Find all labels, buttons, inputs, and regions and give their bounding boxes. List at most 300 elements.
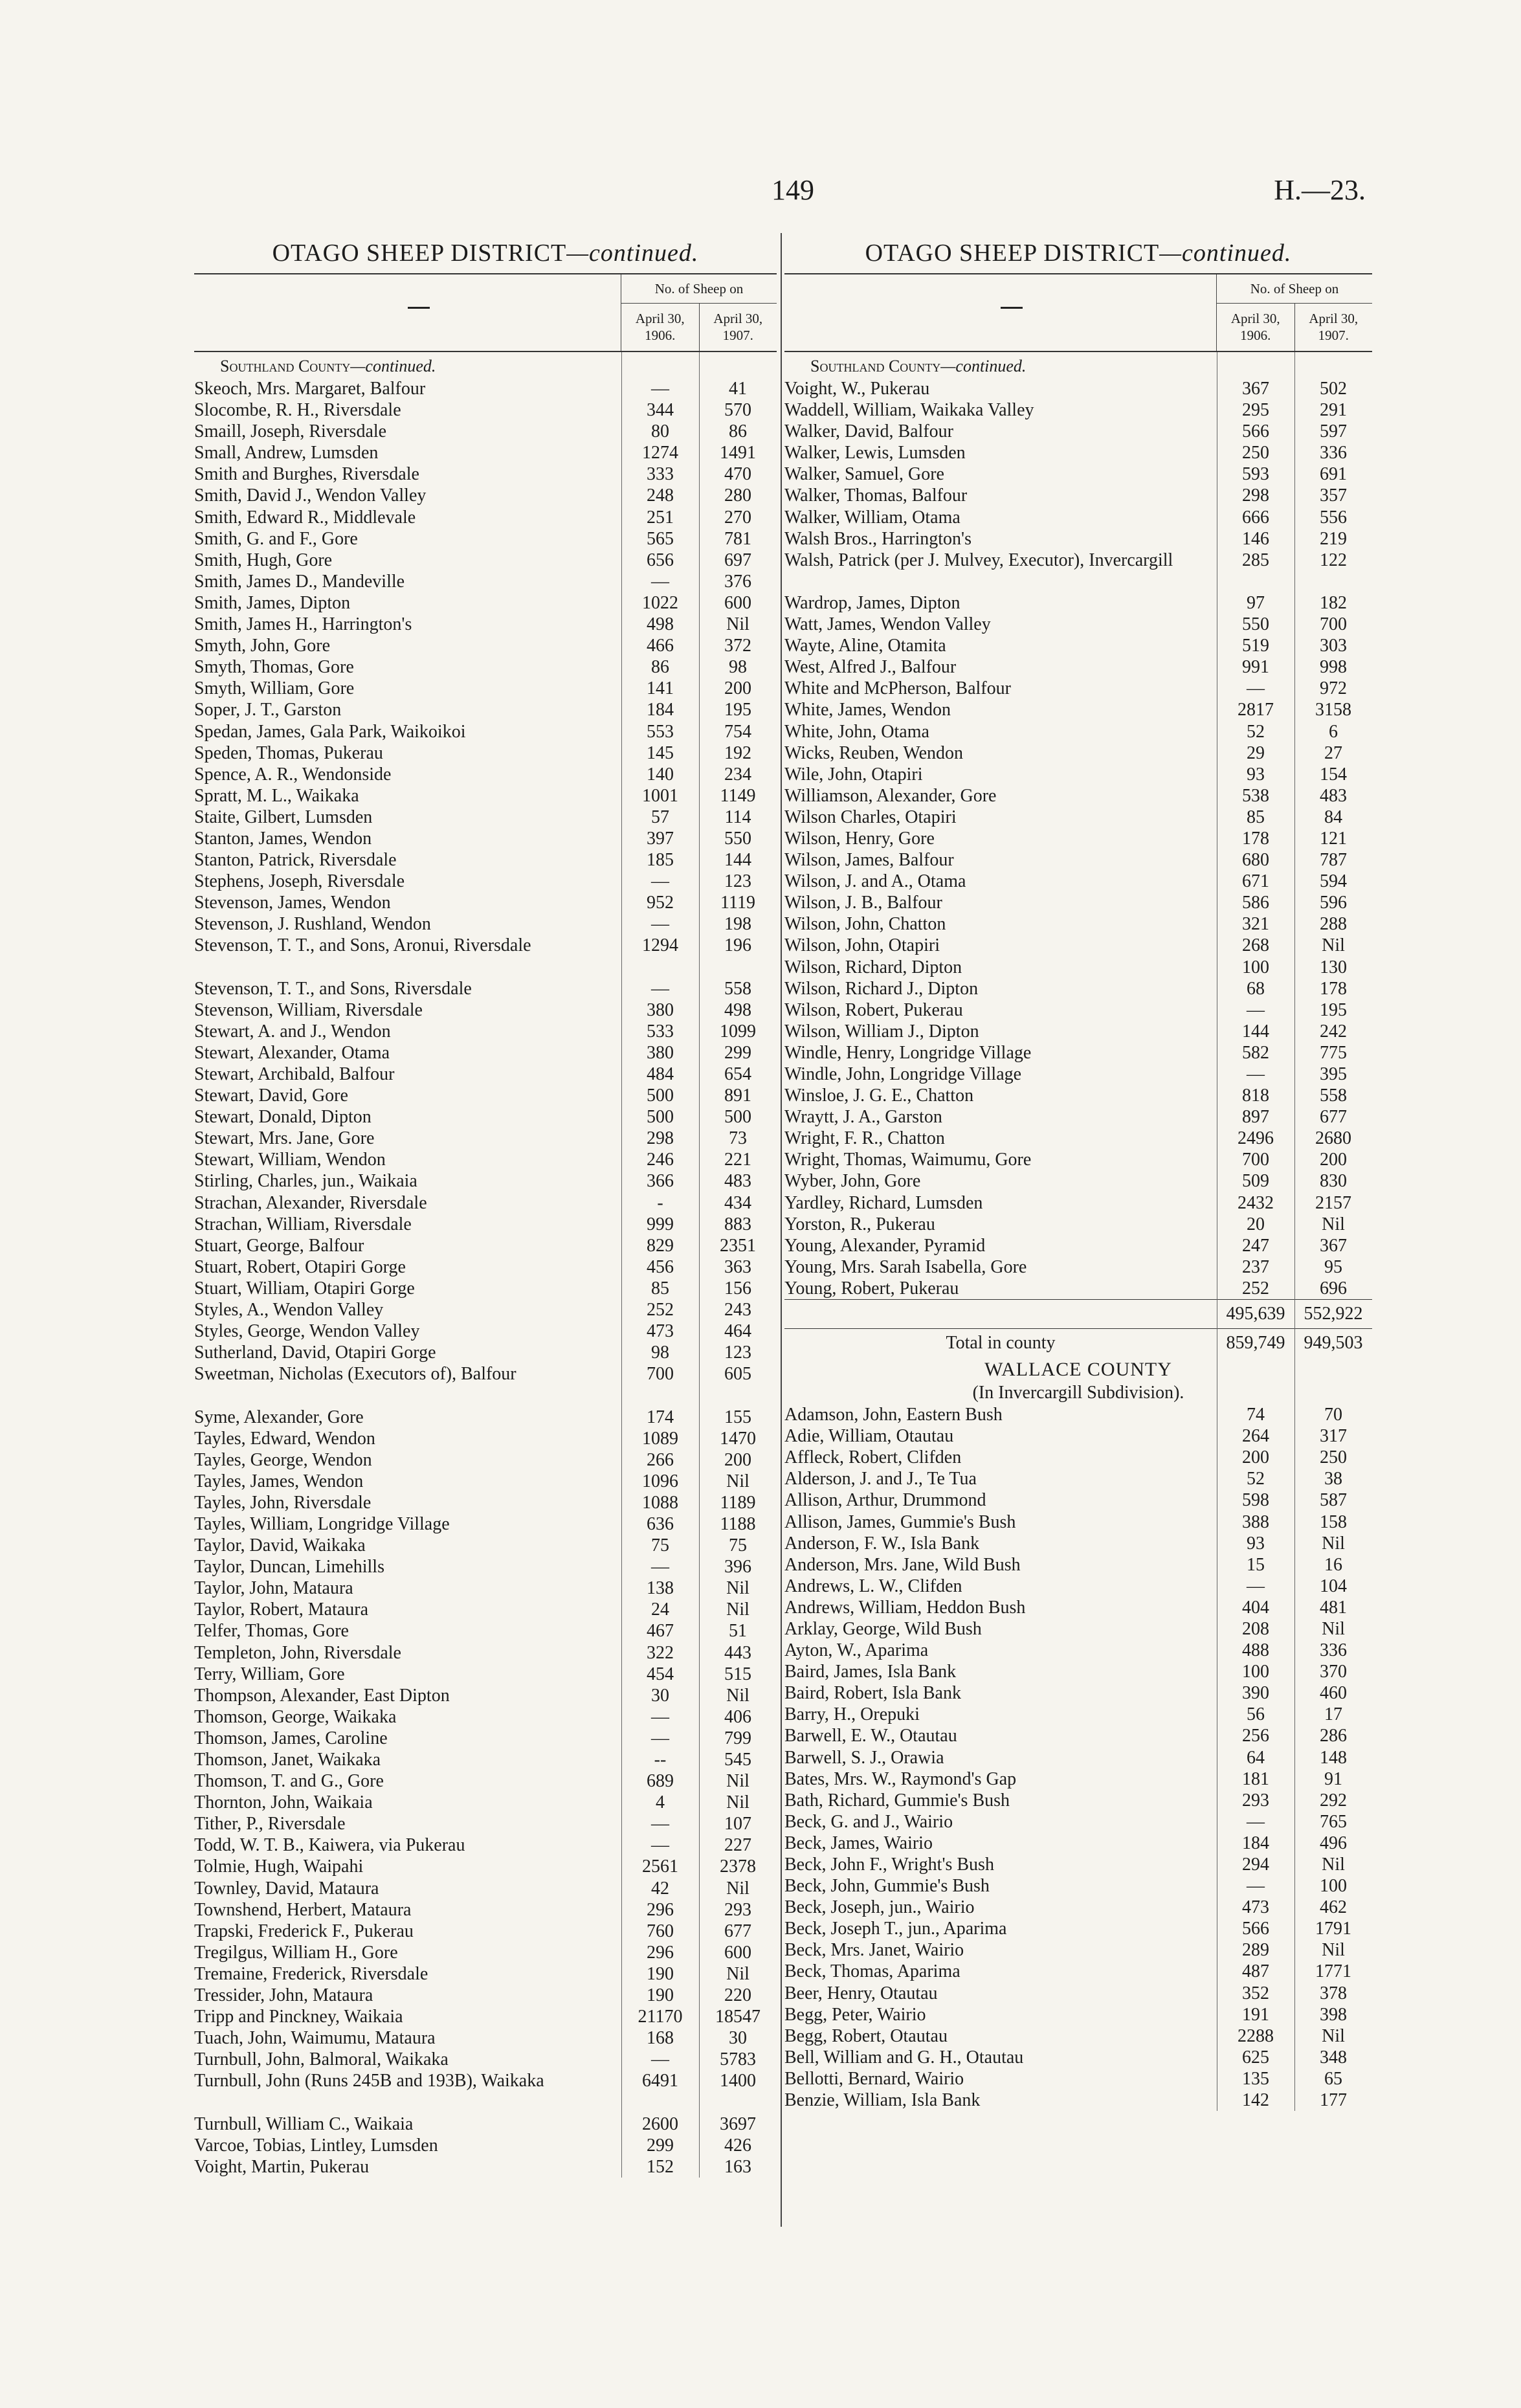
- sheep-1906: 760: [647, 1921, 674, 1941]
- table-row: [784, 399, 1372, 421]
- sheep-1906: 1088: [642, 1492, 678, 1513]
- sheep-1907: 73: [729, 1128, 747, 1149]
- table-row: [784, 1021, 1372, 1042]
- owner-name: Stuart, Robert, Otapiri Gorge: [194, 1256, 406, 1277]
- sheep-1906: 404: [1242, 1597, 1269, 1618]
- owner-name: Anderson, F. W., Isla Bank: [784, 1533, 980, 1554]
- sheep-1906: 566: [1242, 421, 1269, 442]
- table-row: [784, 1576, 1372, 1597]
- sheep-1907: 280: [724, 485, 751, 506]
- table-row: [784, 785, 1372, 807]
- sheep-1906: 1089: [642, 1428, 678, 1449]
- sheep-1906: 299: [647, 2135, 674, 2156]
- table-row: [194, 1021, 777, 1042]
- table-row: [194, 1878, 777, 1899]
- owner-name: Wyber, John, Gore: [784, 1171, 921, 1192]
- table-row: [784, 1875, 1372, 1897]
- sheep-1906: —: [1247, 1876, 1265, 1897]
- header-1907: April 30, 1907.: [699, 304, 777, 351]
- sheep-1906: 550: [1242, 614, 1269, 635]
- owner-name: Thomson, James, Caroline: [194, 1728, 388, 1748]
- owner-name: Wright, F. R., Chatton: [784, 1128, 945, 1149]
- owner-name: Townley, David, Mataura: [194, 1878, 379, 1899]
- sheep-1906: 566: [1242, 1919, 1269, 1939]
- sheep-1906: 509: [1242, 1171, 1269, 1192]
- owner-name: Allison, James, Gummie's Bush: [784, 1511, 1016, 1532]
- sheep-1906: 100: [1242, 1662, 1269, 1682]
- owner-name: Walker, Thomas, Balfour: [784, 485, 968, 506]
- owner-name: Wilson Charles, Otapiri: [784, 807, 957, 827]
- sheep-1907: Nil: [726, 614, 749, 635]
- sheep-1907: 98: [729, 657, 747, 678]
- sheep-1907: 200: [1320, 1150, 1347, 1170]
- table-row: [784, 764, 1372, 785]
- sheep-1906: 68: [1247, 978, 1265, 999]
- owner-name: Benzie, William, Isla Bank: [784, 2090, 981, 2111]
- sheep-1906: 178: [1242, 828, 1269, 849]
- owner-name: Stevenson, T. T., and Sons, Aronui, Riversdale: [194, 935, 531, 956]
- sheep-1906: 85: [1247, 807, 1265, 827]
- table-row: [784, 2068, 1372, 2090]
- table-row: [194, 1170, 777, 1192]
- owner-name: Bell, William and G. H., Otautau: [784, 2047, 1024, 2068]
- table-row: [784, 1064, 1372, 1085]
- owner-name: Smyth, William, Gore: [194, 678, 355, 699]
- table-row: [784, 1128, 1372, 1149]
- sheep-1907: 500: [724, 1107, 751, 1128]
- sheep-1907: 697: [724, 550, 751, 570]
- owner-name: Smith, G. and F., Gore: [194, 528, 358, 549]
- sheep-1906: 952: [647, 893, 674, 913]
- header-1906: April 30, 1906.: [1230, 311, 1280, 343]
- table-row: [194, 1577, 777, 1599]
- sheep-1907: 219: [1320, 528, 1347, 549]
- sheep-1906: 2496: [1238, 1128, 1274, 1149]
- owner-name: Young, Alexander, Pyramid: [784, 1235, 986, 1256]
- owner-name: Bates, Mrs. W., Raymond's Gap: [784, 1768, 1017, 1789]
- owner-name: Walker, Lewis, Lumsden: [784, 443, 966, 463]
- sheep-1906: 487: [1242, 1961, 1269, 1982]
- table-row: [194, 463, 777, 485]
- sheep-1907: 891: [724, 1086, 751, 1106]
- owner-name: Telfer, Thomas, Gore: [194, 1621, 349, 1642]
- sheep-1906: —: [651, 871, 669, 892]
- sheep-1906: 289: [1242, 1940, 1269, 1961]
- sheep-1906: —: [651, 2049, 669, 2070]
- sheep-1907: 75: [729, 1535, 747, 1556]
- sheep-1907: 291: [1320, 400, 1347, 421]
- owner-name: Voight, W., Pukerau: [784, 379, 930, 399]
- owner-name: Ayton, W., Aparima: [784, 1640, 929, 1661]
- sheep-1907: 163: [724, 2156, 751, 2177]
- owner-name: Alderson, J. and J., Te Tua: [784, 1469, 977, 1489]
- sheep-1906: 135: [1242, 2068, 1269, 2089]
- sheep-1906: 2432: [1238, 1192, 1274, 1213]
- sheep-1907: 700: [1320, 614, 1347, 635]
- sheep-1907: 1470: [720, 1428, 756, 1449]
- table-row: [784, 807, 1372, 828]
- sheep-1906: 2817: [1238, 700, 1274, 720]
- table-row: [784, 656, 1372, 678]
- owner-name: Thompson, Alexander, East Dipton: [194, 1685, 450, 1706]
- table-row: [194, 1321, 777, 1342]
- owner-name: Allison, Arthur, Drummond: [784, 1490, 986, 1511]
- sheep-1906: 64: [1247, 1747, 1265, 1768]
- table-row: [194, 1642, 777, 1664]
- table-row: [784, 828, 1372, 849]
- sheep-1906: 174: [647, 1407, 674, 1427]
- sheep-1907: 221: [724, 1150, 751, 1170]
- table-row: [784, 957, 1372, 978]
- sheep-1907: 18547: [715, 2007, 760, 2027]
- sheep-1906: 152: [647, 2156, 674, 2177]
- owner-name: Townshend, Herbert, Mataura: [194, 1899, 412, 1920]
- owner-name: Tripp and Pinckney, Waikaia: [194, 2007, 403, 2027]
- sheep-1906: 367: [1242, 379, 1269, 399]
- owner-name: Watt, James, Wendon Valley: [784, 614, 991, 635]
- total-row: [784, 1328, 1372, 1357]
- sheep-1907: 502: [1320, 379, 1347, 399]
- sheep-1906: 20: [1247, 1214, 1265, 1234]
- sheep-1907: 250: [1320, 1447, 1347, 1468]
- sheep-1906: 538: [1242, 785, 1269, 806]
- table-row: [784, 2090, 1372, 2111]
- sheep-1907: 558: [724, 978, 751, 999]
- page-number: 149: [772, 174, 814, 206]
- owner-name: Williamson, Alexander, Gore: [784, 785, 997, 806]
- table-row: [784, 1278, 1372, 1299]
- sheep-1907: 195: [1320, 999, 1347, 1020]
- sheep-1907: 177: [1320, 2090, 1347, 2111]
- owner-name: Begg, Robert, Otautau: [784, 2025, 948, 2046]
- owner-name: Syme, Alexander, Gore: [194, 1407, 364, 1427]
- table-row: [194, 1706, 777, 1728]
- table-row: [194, 1342, 777, 1363]
- sheep-1907: 317: [1320, 1426, 1347, 1447]
- table-row: [784, 1918, 1372, 1939]
- owner-name: Wilson, J. B., Balfour: [784, 893, 942, 913]
- sheep-1907: 3697: [720, 2113, 756, 2134]
- sheep-1906: 484: [647, 1064, 674, 1084]
- owner-name: Varcoe, Tobias, Lintley, Lumsden: [194, 2135, 438, 2156]
- owner-name: Young, Mrs. Sarah Isabella, Gore: [784, 1256, 1027, 1277]
- sheep-1907: 398: [1320, 2004, 1347, 2025]
- table-row: [194, 1899, 777, 1921]
- sheep-1906: 190: [647, 1963, 674, 1984]
- sheep-1906: 298: [647, 1128, 674, 1149]
- table-row: [784, 721, 1372, 742]
- table-row: [784, 485, 1372, 506]
- sheep-1906: 1274: [642, 443, 678, 463]
- table-row: [194, 721, 777, 742]
- sheep-1906: 250: [1242, 443, 1269, 463]
- owner-name: Stewart, Alexander, Otama: [194, 1042, 390, 1063]
- owner-name: Tayles, James, Wendon: [194, 1471, 364, 1491]
- owner-name: Wilson, John, Otapiri: [784, 935, 940, 956]
- owner-name: Barwell, S. J., Orawia: [784, 1747, 944, 1768]
- sheep-1906: 247: [1242, 1235, 1269, 1256]
- owner-name: Spence, A. R., Wendonside: [194, 764, 392, 785]
- table-row: [194, 978, 777, 999]
- total-1907: 949,503: [1304, 1333, 1363, 1354]
- table-row: [784, 2025, 1372, 2047]
- sheep-1906: 184: [647, 700, 674, 720]
- sheep-1907: 299: [724, 1042, 751, 1063]
- sheep-1907: 600: [724, 1942, 751, 1963]
- owner-name: White, John, Otama: [784, 721, 929, 742]
- sheep-1906: 454: [647, 1664, 674, 1684]
- owner-name: Smith, James D., Mandeville: [194, 571, 405, 592]
- sheep-1907: 84: [1324, 807, 1342, 827]
- sheep-1907: 406: [724, 1706, 751, 1727]
- sheep-1906: 829: [647, 1235, 674, 1256]
- sheep-1907: 1491: [720, 443, 756, 463]
- table-row: [194, 849, 777, 871]
- sheep-1907: 348: [1320, 2047, 1347, 2068]
- sheep-1906: 21170: [638, 2007, 683, 2027]
- owner-name: Anderson, Mrs. Jane, Wild Bush: [784, 1554, 1021, 1575]
- owner-name: Barry, H., Orepuki: [784, 1704, 920, 1725]
- owner-name: Stewart, Mrs. Jane, Gore: [194, 1128, 375, 1149]
- sheep-1907: Nil: [726, 1771, 749, 1792]
- owner-name: Beck, Mrs. Janet, Wairio: [784, 1940, 964, 1961]
- sheep-1907: 462: [1320, 1897, 1347, 1918]
- sheep-1907: 594: [1320, 871, 1347, 892]
- sheep-1906: —: [1247, 999, 1265, 1020]
- sheep-1907: 460: [1320, 1683, 1347, 1704]
- section-title: OTAGO SHEEP DISTRICT—continued.: [272, 240, 699, 267]
- county-heading: WALLACE COUNTY: [984, 1359, 1172, 1381]
- total-label: Total in county: [946, 1333, 1056, 1354]
- table-row: [194, 550, 777, 571]
- table-header: [784, 273, 1372, 352]
- sheep-1906: 42: [651, 1878, 669, 1899]
- sheep-1906: 29: [1247, 742, 1265, 763]
- owner-name: Tregilgus, William H., Gore: [194, 1942, 398, 1963]
- sheep-1907: 2157: [1315, 1192, 1351, 1213]
- document-code: H.—23.: [1274, 174, 1366, 206]
- owner-name: Stanton, Patrick, Riversdale: [194, 850, 397, 871]
- sheep-1906: 456: [647, 1256, 674, 1277]
- sheep-1906: 185: [647, 850, 674, 871]
- table-row: [784, 2004, 1372, 2025]
- owner-name: Tayles, John, Riversdale: [194, 1492, 372, 1513]
- sheep-1907: 376: [724, 571, 751, 592]
- sheep-1907: 357: [1320, 485, 1347, 506]
- owner-name: Winsloe, J. G. E., Chatton: [784, 1086, 974, 1106]
- header-no-of-sheep: No. of Sheep on: [1217, 274, 1372, 304]
- sheep-1907: 1791: [1315, 1919, 1351, 1939]
- sheep-1906: 366: [647, 1171, 674, 1192]
- table-row: [784, 1704, 1372, 1725]
- owner-name: Stanton, James, Wendon: [194, 828, 372, 849]
- sheep-1906: —: [651, 1706, 669, 1727]
- county-subheading: Southland County—continued.: [810, 357, 1027, 375]
- sheep-1907: 95: [1324, 1256, 1342, 1277]
- sheep-1907: 220: [724, 1985, 751, 2006]
- table-row: [784, 635, 1372, 656]
- owner-name: Terry, William, Gore: [194, 1664, 345, 1684]
- sheep-1906: 1096: [642, 1471, 678, 1491]
- owner-name: Wilson, Henry, Gore: [784, 828, 935, 849]
- sheep-1906: —: [651, 1814, 669, 1834]
- table-row: [194, 785, 777, 807]
- subtotal-1906: 495,639: [1226, 1304, 1285, 1324]
- sheep-1907: 292: [1320, 1790, 1347, 1811]
- owner-name: Turnbull, John (Runs 245B and 193B), Waikaka: [194, 2071, 544, 2091]
- table-row: [194, 399, 777, 421]
- sheep-1907: Nil: [1322, 1940, 1345, 1961]
- table-row: [784, 592, 1372, 614]
- sheep-1907: 515: [724, 1664, 751, 1684]
- sheep-1906: 2600: [642, 2113, 678, 2134]
- sheep-1907: Nil: [726, 1685, 749, 1706]
- owner-name: Todd, W. T. B., Kaiwera, via Pukerau: [194, 1835, 465, 1856]
- sheep-1906: -: [657, 1192, 663, 1213]
- sheep-1906: 582: [1242, 1042, 1269, 1063]
- owner-name: Wile, John, Otapiri: [784, 764, 923, 785]
- sheep-1906: 519: [1242, 636, 1269, 656]
- sheep-1906: 30: [651, 1685, 669, 1706]
- sheep-1906: 321: [1242, 914, 1269, 935]
- sheep-1907: 65: [1324, 2068, 1342, 2089]
- sheep-1906: 256: [1242, 1726, 1269, 1746]
- sheep-1907: 3158: [1315, 700, 1351, 720]
- table-row: [194, 614, 777, 635]
- table-row: [784, 378, 1372, 399]
- table-row: [194, 2135, 777, 2156]
- header-1906: April 30, 1906.: [635, 311, 685, 343]
- sheep-1906: 500: [647, 1107, 674, 1128]
- sheep-1907: 178: [1320, 978, 1347, 999]
- sheep-1906: 296: [647, 1942, 674, 1963]
- owner-name: Beck, John, Gummie's Bush: [784, 1876, 990, 1897]
- sheep-1906: 999: [647, 1214, 674, 1234]
- table-row: [784, 1214, 1372, 1235]
- sheep-1907: 234: [724, 764, 751, 785]
- sheep-1906: 140: [647, 764, 674, 785]
- table-row: [194, 764, 777, 785]
- sheep-1906: 268: [1242, 935, 1269, 956]
- table-row: [194, 1214, 777, 1235]
- sheep-1906: 380: [647, 1042, 674, 1063]
- sheep-1906: 593: [1242, 464, 1269, 485]
- owner-name: Smyth, Thomas, Gore: [194, 657, 354, 678]
- sheep-1907: 775: [1320, 1042, 1347, 1063]
- owner-name: Staite, Gilbert, Lumsden: [194, 807, 373, 827]
- sheep-1907: Nil: [1322, 1855, 1345, 1875]
- owner-name: Tolmie, Hugh, Waipahi: [194, 1856, 364, 1877]
- sheep-1907: 363: [724, 1256, 751, 1277]
- sheep-1907: 41: [729, 379, 747, 399]
- owner-name: Stevenson, J. Rushland, Wendon: [194, 914, 431, 935]
- sheep-1906: 689: [647, 1771, 674, 1792]
- table-row: [194, 1813, 777, 1834]
- sheep-1907: 1149: [720, 785, 756, 806]
- table-row: [784, 1554, 1372, 1576]
- sheep-1907: 1189: [720, 1492, 756, 1513]
- owner-name: Thomson, T. and G., Gore: [194, 1771, 384, 1792]
- owner-name: Smith, James H., Harrington's: [194, 614, 412, 635]
- sheep-1907: 123: [724, 871, 751, 892]
- table-row: [194, 1834, 777, 1856]
- owner-name: Stevenson, William, Riversdale: [194, 999, 423, 1020]
- table-row: [194, 1620, 777, 1642]
- table-row: [194, 1963, 777, 1985]
- sheep-1907: 122: [1320, 550, 1347, 570]
- table-row: [194, 1664, 777, 1685]
- sheep-1907: 91: [1324, 1768, 1342, 1789]
- sheep-1907: Nil: [726, 1578, 749, 1599]
- owner-name: Tayles, William, Longridge Village: [194, 1513, 450, 1534]
- sheep-1907: 781: [724, 528, 751, 549]
- sheep-1907: 972: [1320, 678, 1347, 699]
- table-row: [194, 1449, 777, 1471]
- sheep-1907: 481: [1320, 1597, 1347, 1618]
- owner-name: Beer, Henry, Otautau: [784, 1983, 938, 2003]
- subtotal-row: [784, 1299, 1372, 1328]
- table-row: [194, 507, 777, 528]
- owner-name: Stuart, George, Balfour: [194, 1235, 364, 1256]
- sheep-1907: 158: [1320, 1511, 1347, 1532]
- owner-name: Thomson, Janet, Waikaka: [194, 1750, 381, 1770]
- owner-name: Templeton, John, Riversdale: [194, 1642, 401, 1663]
- table-row: [784, 1149, 1372, 1170]
- owner-name: Wilson, J. and A., Otama: [784, 871, 966, 892]
- sheep-1907: 288: [1320, 914, 1347, 935]
- table-row: [194, 1792, 777, 1813]
- sheep-1907: 195: [724, 700, 751, 720]
- sheep-table-left: [194, 352, 777, 2178]
- sheep-1907: 107: [724, 1814, 751, 1834]
- sheep-1907: 270: [724, 507, 751, 528]
- owner-name: Sweetman, Nicholas (Executors of), Balfour: [194, 1364, 516, 1385]
- sheep-1907: 155: [724, 1407, 751, 1427]
- table-row: [194, 2156, 777, 2178]
- owner-name: Thomson, George, Waikaka: [194, 1706, 397, 1727]
- sheep-1907: 5783: [720, 2049, 756, 2070]
- table-row: [784, 421, 1372, 442]
- sheep-1906: 700: [1242, 1150, 1269, 1170]
- owner-name: Smith, David J., Wendon Valley: [194, 485, 427, 506]
- sheep-1906: 4: [656, 1792, 665, 1813]
- table-row: [194, 378, 777, 399]
- sheep-1907: 243: [724, 1300, 751, 1321]
- owner-name: Sutherland, David, Otapiri Gorge: [194, 1343, 436, 1363]
- sheep-1907: 303: [1320, 636, 1347, 656]
- sheep-1906: —: [651, 1835, 669, 1856]
- owner-name: Smith, Edward R., Middlevale: [194, 507, 416, 528]
- owner-name: Beck, Joseph T., jun., Aparima: [784, 1919, 1007, 1939]
- owner-name: Andrews, William, Heddon Bush: [784, 1597, 1026, 1618]
- left-column: [194, 233, 777, 2178]
- sheep-1907: 587: [1320, 1490, 1347, 1511]
- owner-name: Taylor, Duncan, Limehills: [194, 1557, 384, 1577]
- owner-name: Beck, Thomas, Aparima: [784, 1961, 960, 1982]
- sheep-1907: 1119: [720, 893, 755, 913]
- sheep-1906: 184: [1242, 1833, 1269, 1853]
- owner-name: Wilson, James, Balfour: [784, 850, 954, 871]
- table-row: [784, 1489, 1372, 1511]
- table-row: [784, 1256, 1372, 1278]
- sheep-1907: 200: [724, 678, 751, 699]
- owner-name: Stewart, Donald, Dipton: [194, 1107, 372, 1128]
- sheep-1907: 1188: [720, 1513, 756, 1534]
- owner-name: Stuart, William, Otapiri Gorge: [194, 1278, 415, 1299]
- owner-name: Wayte, Aline, Otamita: [784, 636, 946, 656]
- owner-name: Smith and Burghes, Riversdale: [194, 464, 419, 485]
- sheep-1907: 370: [1320, 1662, 1347, 1682]
